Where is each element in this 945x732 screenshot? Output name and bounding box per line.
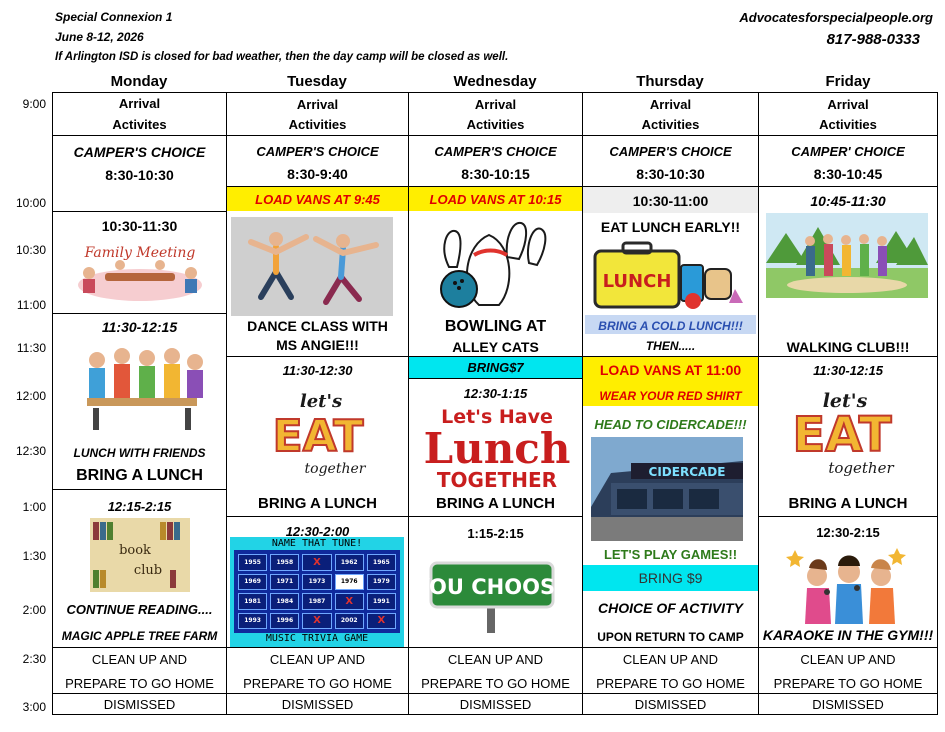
trivia-year-cell: 1993	[238, 613, 267, 630]
cleanup-line1: CLEAN UP AND	[91, 652, 188, 667]
family-meeting-image	[75, 237, 205, 303]
arrival-cell-tuesday	[226, 92, 409, 136]
weather-notice: If Arlington ISD is closed for bad weather, then the day camp will be closed as well.	[55, 51, 509, 63]
arrival-cell-wednesday	[408, 92, 583, 136]
campers-choice-time: 8:30-10:45	[813, 166, 883, 182]
lets-eat-image	[263, 385, 373, 481]
monday-family-meeting	[52, 211, 227, 314]
lets-have-word: Let's Have	[441, 406, 553, 428]
cleanup-line2: PREPARE TO GO HOME	[65, 676, 214, 691]
then-text: THEN.....	[645, 339, 696, 353]
time-label: 2:00	[22, 603, 46, 617]
trivia-year-cell: 1971	[270, 574, 299, 591]
cleanup-line2: PREPARE TO GO HOME	[243, 676, 392, 691]
arrival-text: Arrival	[474, 97, 517, 112]
bring-lunch-note: BRING A LUNCH	[436, 495, 555, 512]
arrival-text: Activities	[819, 117, 877, 132]
arrival-cell-thursday	[582, 92, 759, 136]
dismissed-cell-tuesday	[226, 693, 409, 715]
block-time: 11:30-12:15	[813, 363, 883, 378]
cleanup-cell-friday	[758, 647, 938, 694]
dismissed-text: DISMISSED	[634, 697, 707, 712]
friday-walking-club	[758, 186, 938, 357]
campers-choice-label: CAMPER'S CHOICE	[609, 144, 732, 159]
continue-reading-caption: CONTINUE READING....	[66, 602, 213, 617]
trivia-year-cell: 1955	[238, 554, 267, 571]
trivia-year-cell: 1958	[270, 554, 299, 571]
time-label: 3:00	[22, 700, 46, 714]
together-word: together	[304, 461, 366, 477]
day-header-monday: Monday	[110, 73, 168, 90]
bowling-caption-line2: ALLEY CATS	[452, 339, 539, 355]
dismissed-text: DISMISSED	[459, 697, 532, 712]
monday-book-club	[52, 489, 227, 648]
dance-caption-line1: DANCE CLASS WITH	[247, 318, 388, 334]
day-header-wednesday: Wednesday	[453, 73, 537, 90]
time-label: 2:30	[22, 652, 46, 666]
trivia-year-cell: 1981	[238, 593, 267, 610]
wednesday-campers-choice	[408, 135, 583, 187]
time-label: 12:30	[15, 444, 46, 458]
dismissed-text: DISMISSED	[281, 697, 354, 712]
trivia-year-cell: 1962	[335, 554, 364, 571]
book-club-image	[90, 518, 190, 592]
eat-word: EAT	[272, 411, 364, 462]
dismissed-text: DISMISSED	[103, 697, 176, 712]
trivia-year-cell: 1996	[270, 613, 299, 630]
music-trivia-footer: MUSIC TRIVIA GAME	[234, 633, 400, 646]
day-header-thursday: Thursday	[636, 73, 704, 90]
trivia-year-cell: X	[335, 593, 364, 610]
tuesday-campers-choice	[226, 135, 409, 187]
block-time: 12:15-2:15	[107, 499, 172, 514]
trivia-year-cell: 1979	[367, 574, 396, 591]
lets-word: let's	[822, 390, 868, 412]
camp-title: Special Connexion 1	[55, 10, 173, 24]
arrival-cell-monday	[52, 92, 227, 136]
day-header-tuesday: Tuesday	[287, 73, 347, 90]
cleanup-line1: CLEAN UP AND	[800, 652, 896, 667]
friday-karaoke	[758, 516, 938, 648]
bowling-caption-line1: BOWLING AT	[444, 318, 547, 335]
tuesday-music-trivia	[226, 516, 409, 648]
trivia-year-cell: 1987	[302, 593, 331, 610]
magic-apple-tree-farm: MAGIC APPLE TREE FARM	[61, 629, 218, 643]
wear-red-shirt: WEAR YOUR RED SHIRT	[599, 389, 742, 403]
wednesday-bowling	[408, 186, 583, 357]
block-time: 1:15-2:15	[467, 526, 524, 541]
lets-play-games: LET'S PLAY GAMES!!	[603, 547, 738, 562]
load-vans-banner: LOAD VANS AT 9:45	[255, 192, 380, 207]
time-label: 11:00	[16, 298, 46, 312]
friday-lunch	[758, 356, 938, 517]
cidercade-building-image	[591, 437, 743, 541]
dismissed-cell-monday	[52, 693, 227, 715]
lets-have-lunch-image	[421, 403, 573, 491]
time-label: 12:00	[15, 389, 46, 403]
name-that-tune-title: NAME THAT TUNE!	[234, 538, 400, 550]
time-label: 10:00	[15, 196, 46, 210]
book-club-word2: club	[133, 563, 163, 578]
trivia-year-cell: 1973	[302, 574, 331, 591]
thursday-cidercade	[582, 356, 759, 648]
block-time: 11:30-12:30	[282, 363, 353, 378]
trivia-year-cell: 1991	[367, 593, 396, 610]
thursday-early-lunch	[582, 186, 759, 357]
cleanup-line2: PREPARE TO GO HOME	[773, 676, 923, 691]
together-word: together	[828, 459, 894, 477]
arrival-text: Arrival	[118, 96, 161, 111]
block-time: 11:30-12:15	[101, 319, 178, 335]
campers-choice-time: 8:30-9:40	[287, 166, 348, 182]
block-time: 10:30-11:00	[632, 193, 709, 209]
campers-choice-time: 8:30-10:30	[105, 167, 174, 183]
cidercade-cost: BRING $9	[638, 570, 703, 586]
wednesday-you-choose	[408, 516, 583, 648]
campers-choice-label: CAMPER' CHOICE	[791, 144, 905, 159]
trivia-year-cell: X	[302, 554, 331, 571]
trivia-year-cell: X	[367, 613, 396, 630]
choice-of-activity: CHOICE OF ACTIVITY	[598, 600, 743, 616]
block-time: 10:30-11:30	[101, 218, 178, 234]
arrival-text: Arrival	[296, 97, 339, 112]
dismissed-cell-wednesday	[408, 693, 583, 715]
load-vans-banner: LOAD VANS AT 11:00	[599, 362, 742, 378]
time-label: 10:30	[15, 243, 46, 257]
name-that-tune-board	[230, 537, 404, 647]
cleanup-line1: CLEAN UP AND	[447, 652, 544, 667]
block-time: 10:45-11:30	[810, 193, 886, 209]
camp-dates: June 8-12, 2026	[55, 30, 144, 44]
dance-class-image	[231, 217, 393, 316]
time-label: 11:30	[16, 341, 46, 355]
trivia-year-grid	[238, 554, 396, 629]
lunch-word: Lunch	[423, 424, 571, 473]
time-label: 1:30	[22, 549, 46, 563]
cleanup-line1: CLEAN UP AND	[622, 652, 719, 667]
day-header-friday: Friday	[825, 73, 871, 90]
bowling-cost: BRING$7	[467, 360, 524, 375]
dance-caption-line2: MS ANGIE!!!	[276, 337, 359, 353]
family-meeting-title: Family Meeting	[84, 245, 196, 261]
walking-club-image	[766, 213, 928, 298]
monday-campers-choice	[52, 135, 227, 212]
arrival-text: Activites	[112, 117, 167, 132]
campers-choice-label: CAMPER'S CHOICE	[434, 144, 557, 159]
monday-lunch-with-friends	[52, 313, 227, 490]
website-link[interactable]: Advocatesforspecialpeople.org	[739, 10, 933, 25]
block-time: 12:30-2:00	[285, 524, 350, 539]
friends-lunch-image	[67, 338, 217, 436]
arrival-text: Arrival	[827, 97, 869, 112]
cleanup-cell-tuesday	[226, 647, 409, 694]
eat-word: EAT	[792, 407, 892, 463]
cleanup-cell-thursday	[582, 647, 759, 694]
block-time: 12:30-1:15	[463, 386, 528, 401]
cleanup-line1: CLEAN UP AND	[269, 652, 366, 667]
lunchbox-text: LUNCH	[602, 271, 672, 292]
arrival-text: Activities	[641, 117, 700, 132]
thursday-campers-choice	[582, 135, 759, 187]
bowling-image	[429, 217, 559, 309]
cleanup-cell-monday	[52, 647, 227, 694]
dismissed-text: DISMISSED	[812, 697, 884, 712]
trivia-year-cell: 1965	[367, 554, 396, 571]
walking-club-caption: WALKING CLUB!!!	[786, 339, 910, 355]
time-label: 1:00	[22, 500, 46, 514]
bring-cold-lunch: BRING A COLD LUNCH!!!	[598, 319, 743, 333]
tuesday-dance-class	[226, 186, 409, 357]
book-club-word1: book	[119, 543, 151, 558]
trivia-year-cell: 1976	[335, 574, 364, 591]
friday-campers-choice	[758, 135, 938, 187]
arrival-cell-friday	[758, 92, 938, 136]
lunchbox-image	[593, 241, 745, 313]
campers-choice-label: CAMPER'S CHOICE	[73, 144, 206, 160]
block-time: 12:30-2:15	[816, 525, 880, 540]
campers-choice-label: CAMPER'S CHOICE	[256, 144, 379, 159]
upon-return-to-camp: UPON RETURN TO CAMP	[597, 630, 744, 644]
eat-lunch-early: EAT LUNCH EARLY!!	[600, 219, 741, 235]
lets-word: let's	[299, 391, 343, 412]
arrival-text: Arrival	[649, 97, 692, 112]
load-vans-banner: LOAD VANS AT 10:15	[429, 192, 562, 207]
karaoke-caption: KARAOKE IN THE GYM!!!	[762, 627, 934, 643]
tuesday-lunch	[226, 356, 409, 517]
karaoke-image	[787, 542, 911, 624]
dismissed-cell-thursday	[582, 693, 759, 715]
cidercade-sign: CIDERCADE	[648, 465, 726, 479]
head-to-cidercade: HEAD TO CIDERCADE!!!	[594, 417, 747, 432]
bring-lunch-note: BRING A LUNCH	[258, 495, 377, 512]
trivia-year-cell: X	[302, 613, 331, 630]
trivia-year-cell: 1969	[238, 574, 267, 591]
trivia-year-cell: 1984	[270, 593, 299, 610]
cleanup-cell-wednesday	[408, 647, 583, 694]
lets-eat-image	[777, 385, 907, 481]
wednesday-cost-bar	[408, 356, 583, 379]
wednesday-lunch	[408, 378, 583, 517]
bring-lunch-note: BRING A LUNCH	[76, 467, 203, 484]
dismissed-cell-friday	[758, 693, 938, 715]
trivia-year-cell: 2002	[335, 613, 364, 630]
lunch-with-friends-caption: LUNCH WITH FRIENDS	[73, 446, 206, 460]
bring-lunch-note: BRING A LUNCH	[788, 495, 908, 512]
arrival-text: Activities	[466, 117, 525, 132]
phone-number: 817-988-0333	[826, 31, 920, 48]
cleanup-line2: PREPARE TO GO HOME	[421, 676, 570, 691]
cleanup-line2: PREPARE TO GO HOME	[596, 676, 745, 691]
you-choose-sign-image	[414, 557, 570, 633]
time-label: 9:00	[22, 97, 46, 111]
together-word: TOGETHER	[436, 468, 558, 492]
campers-choice-time: 8:30-10:30	[636, 166, 705, 182]
arrival-text: Activities	[288, 117, 347, 132]
campers-choice-time: 8:30-10:15	[461, 166, 530, 182]
you-choose-text: YOU CHOOSE	[414, 575, 570, 599]
